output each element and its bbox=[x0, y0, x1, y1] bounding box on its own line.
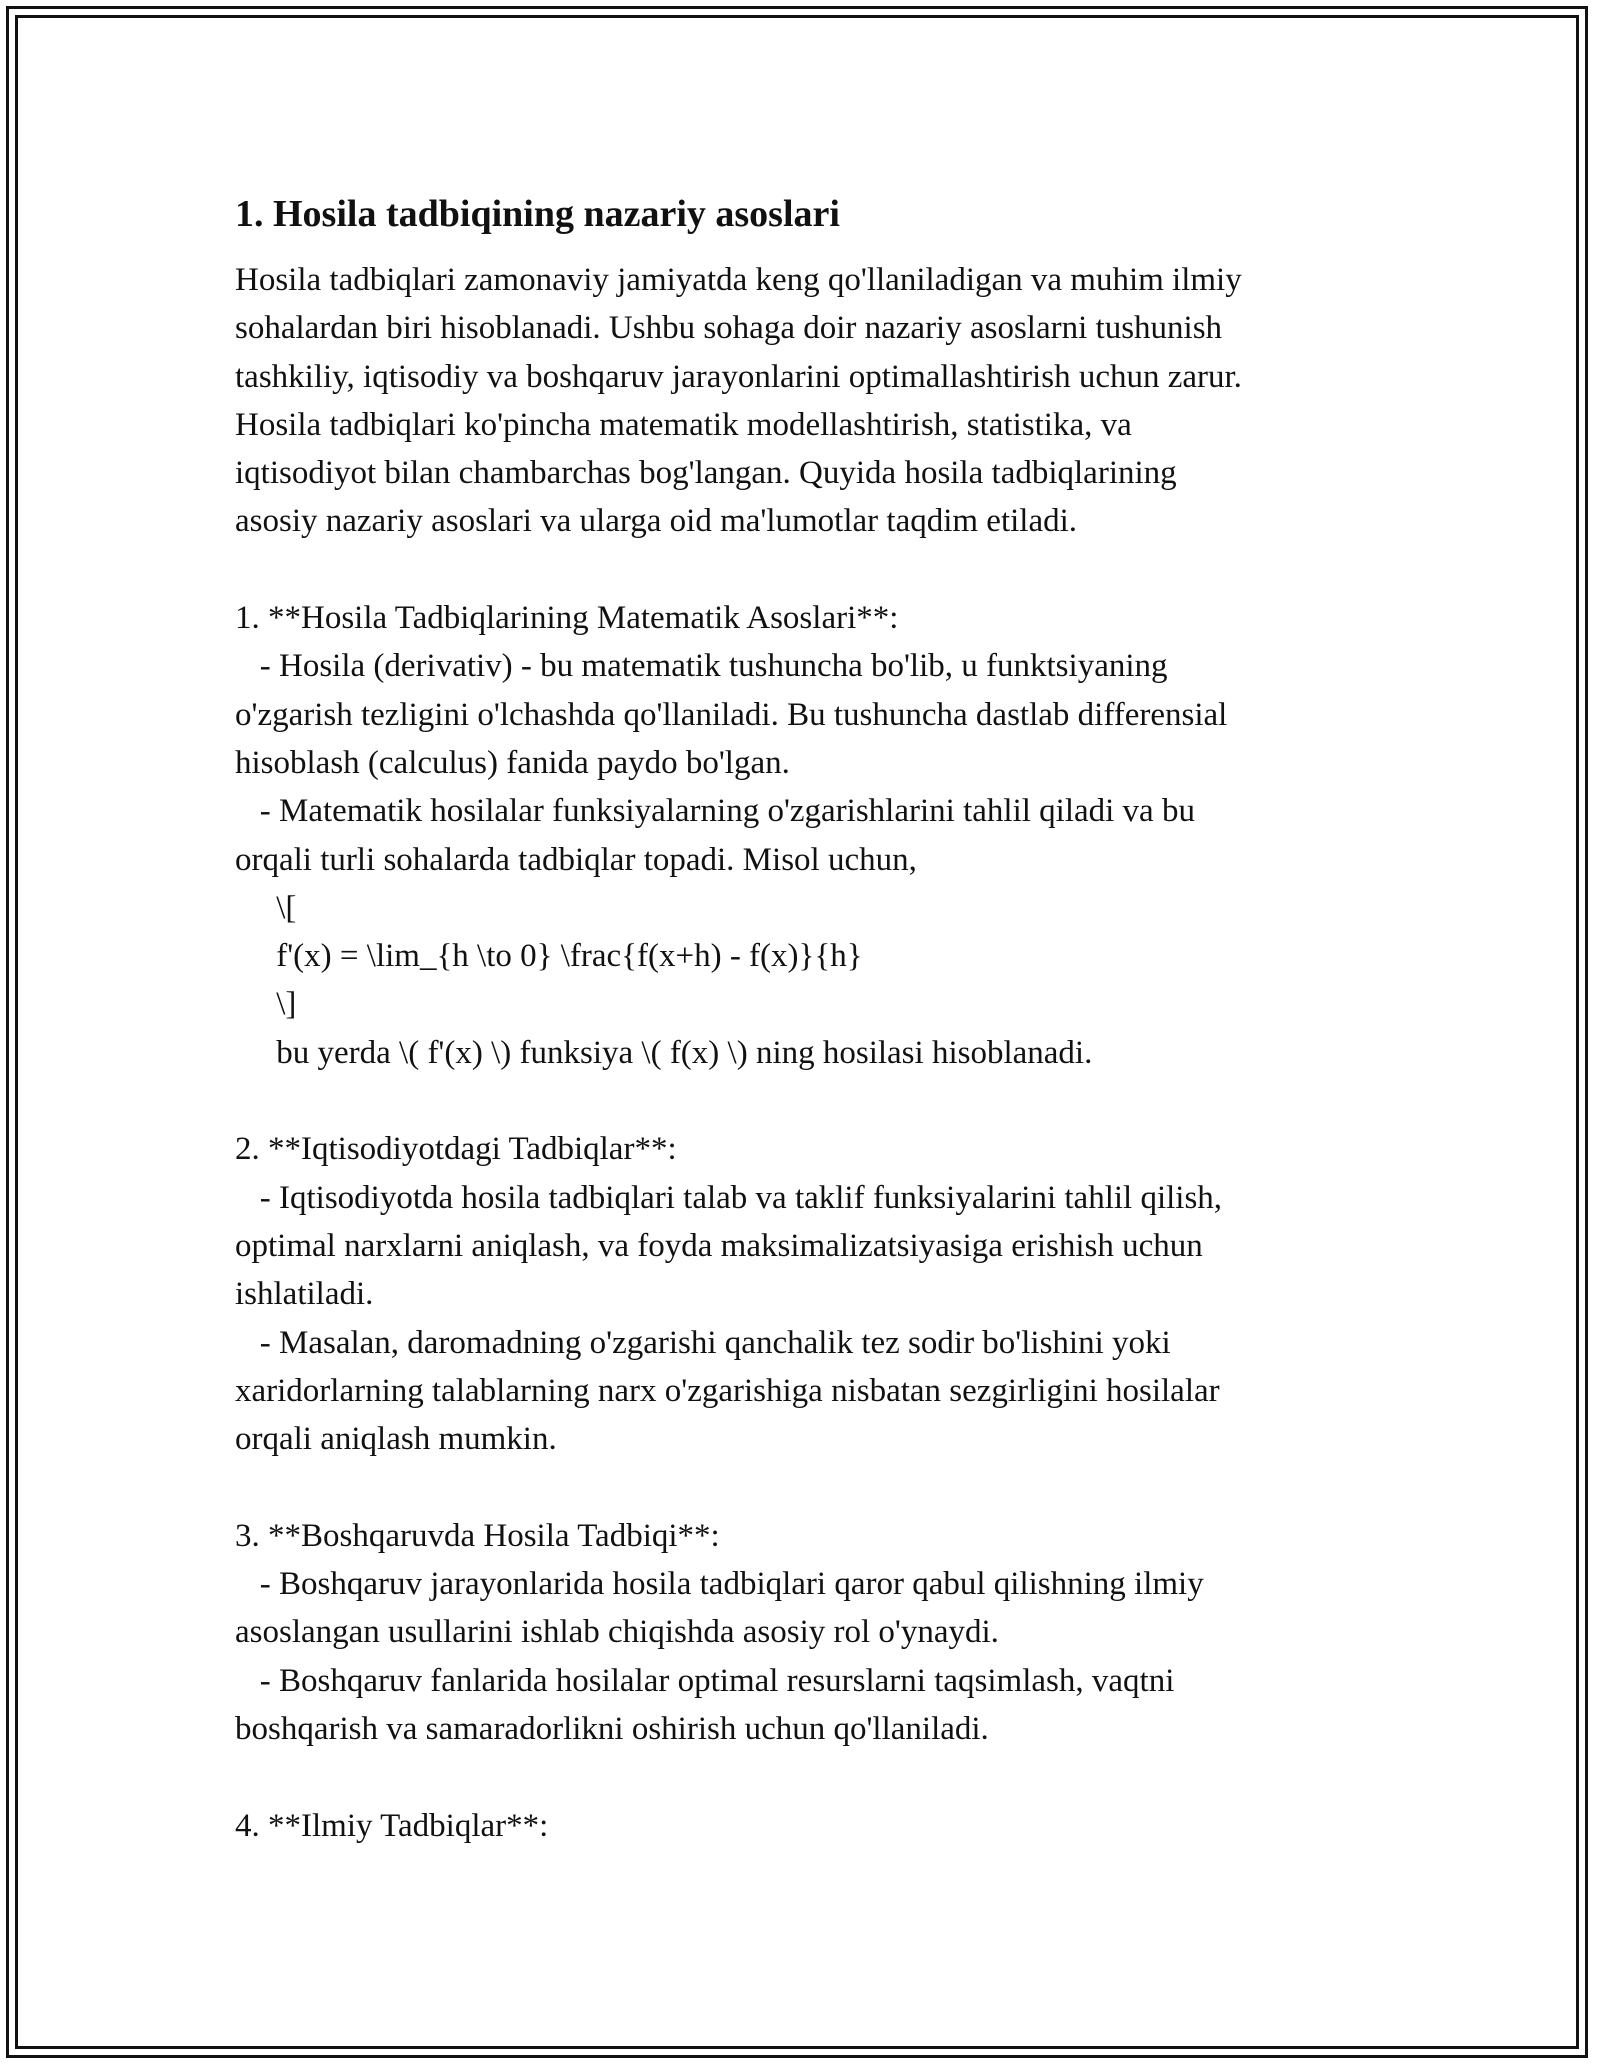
document-content bbox=[235, 186, 1375, 1850]
section-body-text: Hosila tadbiqlari zamonaviy jamiyatda keng qo'llaniladigan va muhim ilmiy sohalardan biri hisoblanadi. Ushbu sohaga doir nazariy asoslarni tushunish tashkiliy, iqtisodiy va boshqaruv jarayonlarini optimallashtirish uchun zarur. Hosila tadbiqlari ko'pincha matematik modellashtirish, statistika, va iqtisodiyot bilan chambarchas bog'langan. Quyida hosila tadbiqlarining asosiy nazariy asoslari va ularga oid ma'lumotlar taqdim etiladi. 1. **Hosila Tadbiqlarining Matematik Asoslari**: - Hosila (derivativ) - bu matematik tushuncha bo'lib, u funktsiyaning o'zgarish tezligini o'lchashda qo'llaniladi. Bu tushuncha dastlab differensial hisoblash (calculus) fanida paydo bo'lgan. - Matematik hosilalar funksiyalarning o'zgarishlarini tahlil qiladi va bu orqali turli sohalarda tadbiqlar topadi. Misol uchun, \[ f'(x) = \lim_{h \to 0} \frac{f(x+h) - f(x)}{h} \] bu yerda \( f'(x) \) funksiya \( f(x) \) ning hosilasi hisoblanadi. 2. **Iqtisodiyotdagi Tadbiqlar**: - Iqtisodiyotda hosila tadbiqlari talab va taklif funksiyalarini tahlil qilish, optimal narxlarni aniqlash, va foyda maksimalizatsiyasiga erishish uchun ishlatiladi. - Masalan, daromadning o'zgarishi qanchalik tez sodir bo'lishini yoki xaridorlarning talablarning narx o'zgarishiga nisbatan sezgirligini hosilalar orqali aniqlash mumkin. 3. **Boshqaruvda Hosila Tadbiqi**: - Boshqaruv jarayonlarida hosila tadbiqlari qaror qabul qilishning ilmiy asoslangan usullarini ishlab chiqishda asosiy rol o'ynaydi. - Boshqaruv fanlarida hosilalar optimal resurslarni taqsimlash, vaqtni boshqarish va samaradorlikni oshirish uchun qo'llaniladi. 4. **Ilmiy Tadbiqlar**: bbox=[235, 262, 1242, 1844]
section-heading: 1. Hosila tadbiqining nazariy asoslari bbox=[235, 193, 840, 235]
